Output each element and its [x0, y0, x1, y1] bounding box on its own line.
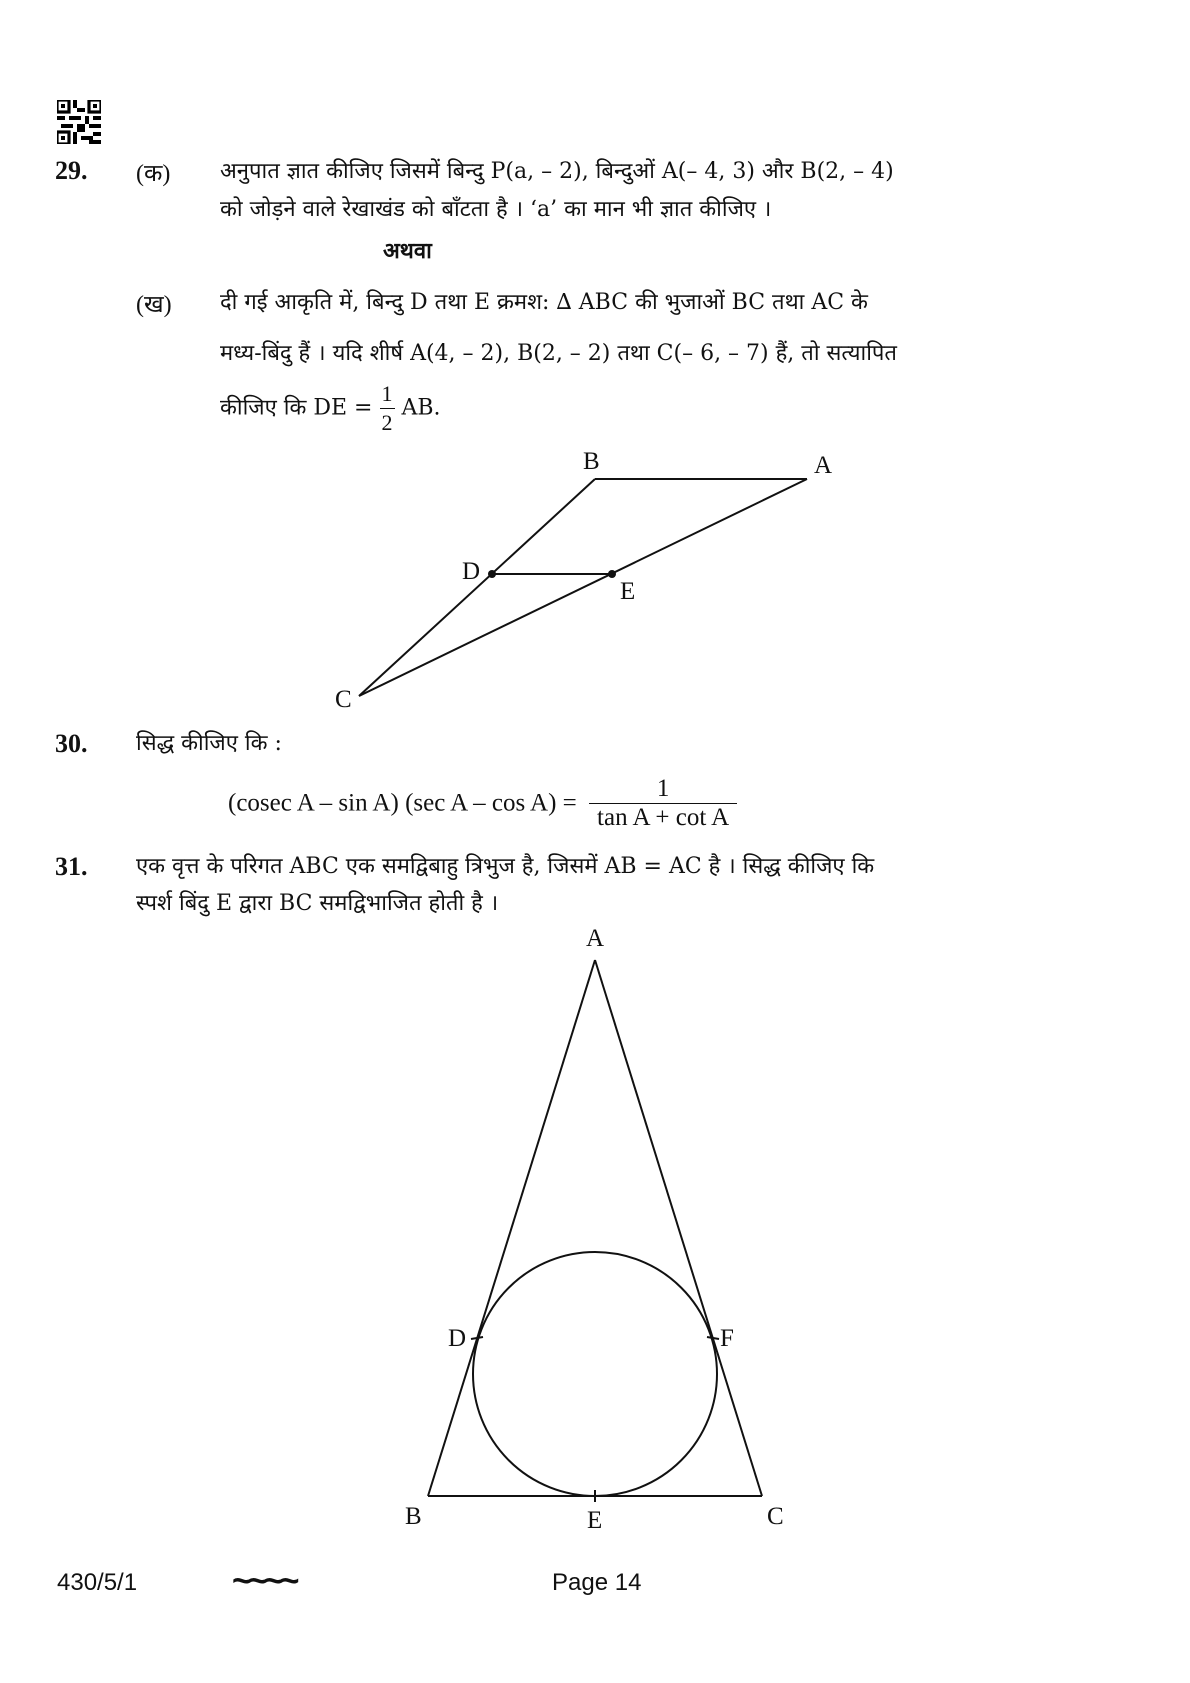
- equation-rhs-fraction: [589, 775, 737, 832]
- fig1-label-d: D: [462, 558, 481, 585]
- or-separator: अथवा: [383, 238, 432, 264]
- fig2-label-a: A: [586, 925, 605, 952]
- side-bc: [359, 479, 595, 696]
- question-31-number: 31.: [55, 852, 88, 881]
- point-e: [608, 570, 616, 578]
- paper-code: 430/5/1: [57, 1569, 138, 1596]
- side-ac: [595, 960, 762, 1496]
- fraction-denominator: 2: [381, 410, 393, 435]
- question-30-number: 30.: [55, 729, 88, 758]
- question-29-part-a-label: (क): [136, 161, 171, 187]
- equation-lhs: (cosec A – sin A) (sec A – cos A) =: [228, 789, 577, 817]
- rhs-numerator: 1: [589, 775, 737, 804]
- tick-d: [471, 1337, 483, 1339]
- page-number: Page 14: [552, 1569, 642, 1596]
- point-d: [488, 570, 496, 578]
- fig2-label-d: D: [448, 1325, 467, 1352]
- question-29-part-b-line-3: [220, 380, 441, 437]
- fig2-label-b: B: [405, 1503, 422, 1530]
- question-30-prompt: सिद्ध कीजिए कि :: [136, 731, 282, 756]
- tick-f: [707, 1337, 719, 1339]
- fig1-label-b: B: [583, 448, 600, 475]
- side-ac: [359, 479, 807, 696]
- question-29-part-b-line-1: दी गई आकृति में, बिन्दु D तथा E क्रमश: ∆ ABC की भुजाओं BC तथा AC के: [220, 290, 868, 315]
- fig1-label-a: A: [814, 452, 833, 479]
- rhs-denominator: tan A + cot A: [597, 804, 730, 831]
- line-3-suffix: AB.: [401, 395, 441, 421]
- line-3-prefix: कीजिए कि DE =: [220, 395, 373, 421]
- fraction-numerator: 1: [380, 380, 395, 409]
- fig2-label-f: F: [720, 1325, 734, 1352]
- qr-code-icon: [57, 100, 101, 144]
- fig2-label-c: C: [767, 1503, 784, 1530]
- question-29-part-b-line-2: मध्य-बिंदु हैं । यदि शीर्ष A(4, – 2), B(2, – 2) तथा C(– 6, – 7) हैं, तो सत्यापित: [220, 341, 897, 366]
- fig2-label-e: E: [587, 1507, 603, 1534]
- question-29-part-b-label: (ख): [136, 292, 172, 318]
- wave-separator: ~~~~: [232, 1562, 296, 1600]
- half-fraction: [380, 380, 395, 437]
- fig1-label-e: E: [620, 578, 636, 605]
- side-ab: [428, 960, 595, 1496]
- question-30-equation: [228, 775, 737, 832]
- question-31-line-2: स्पर्श बिंदु E द्वारा BC समद्विभाजित होती है ।: [136, 891, 499, 916]
- question-29-number: 29.: [55, 156, 88, 185]
- question-31-line-1: एक वृत्त के परिगत ABC एक समद्विबाहु त्रिभुज है, जिसमें AB = AC है । सिद्ध कीजिए कि: [136, 854, 875, 879]
- question-29-part-a-line-1: अनुपात ज्ञात कीजिए जिसमें बिन्दु P(a, – 2), बिन्दुओं A(– 4, 3) और B(2, – 4): [220, 159, 894, 184]
- fig1-label-c: C: [335, 686, 352, 713]
- question-29-part-a-line-2: को जोड़ने वाले रेखाखंड को बाँटता है । ‘a’ का मान भी ज्ञात कीजिए ।: [220, 197, 772, 222]
- incircle: [473, 1252, 717, 1496]
